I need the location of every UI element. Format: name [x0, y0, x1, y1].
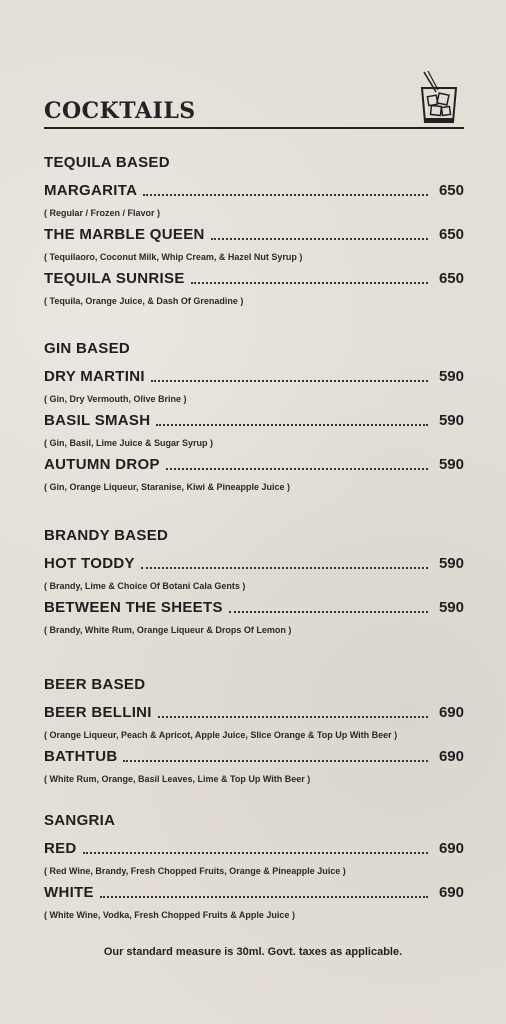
item-price: 690 — [438, 840, 464, 857]
dot-leader — [156, 423, 428, 426]
dot-leader — [191, 281, 428, 284]
item-price: 690 — [438, 884, 464, 901]
item-description: ( Brandy, White Rum, Orange Liqueur & Drops Of Lemon ) — [44, 625, 292, 635]
item-price: 590 — [438, 368, 464, 385]
item-price: 590 — [438, 412, 464, 429]
item-description: ( Red Wine, Brandy, Fresh Chopped Fruits, Orange & Pineapple Juice ) — [44, 866, 346, 876]
dot-leader — [229, 610, 428, 613]
menu-item — [44, 410, 464, 454]
dot-leader — [166, 467, 428, 470]
section-title: SANGRIA — [44, 812, 116, 829]
dot-leader — [143, 193, 428, 196]
section-title: GIN BASED — [44, 340, 131, 357]
menu-header — [44, 98, 464, 130]
item-price: 690 — [438, 748, 464, 765]
dot-leader — [141, 566, 428, 569]
item-price: 590 — [438, 456, 464, 473]
item-name: MARGARITA — [44, 182, 138, 199]
item-price: 590 — [438, 555, 464, 572]
item-name: BETWEEN THE SHEETS — [44, 599, 223, 616]
section-title: BRANDY BASED — [44, 527, 169, 544]
dot-leader — [83, 851, 428, 854]
section-beer — [44, 674, 464, 790]
item-description: ( Gin, Orange Liqueur, Staranise, Kiwi & Pineapple Juice ) — [44, 482, 291, 492]
item-name: AUTUMN DROP — [44, 456, 160, 473]
item-name: DRY MARTINI — [44, 368, 145, 385]
dot-leader — [100, 895, 428, 898]
item-name: HOT TODDY — [44, 555, 135, 572]
menu-item — [44, 882, 464, 926]
item-price: 650 — [438, 182, 464, 199]
item-description: ( Gin, Basil, Lime Juice & Sugar Syrup ) — [44, 438, 214, 448]
menu-item — [44, 454, 464, 498]
item-name: BATHTUB — [44, 748, 118, 765]
item-price: 650 — [438, 226, 464, 243]
dot-leader — [158, 715, 428, 718]
dot-leader — [123, 759, 428, 762]
menu-item — [44, 838, 464, 882]
title-divider — [44, 127, 464, 129]
menu-item — [44, 366, 464, 410]
section-sangria — [44, 810, 464, 926]
menu-item — [44, 746, 464, 790]
menu-item — [44, 553, 464, 597]
section-title: TEQUILA BASED — [44, 154, 170, 171]
item-name: BEER BELLINI — [44, 704, 152, 721]
whiskey-glass-icon — [416, 70, 462, 126]
item-description: ( Gin, Dry Vermouth, Olive Brine ) — [44, 394, 187, 404]
menu-item — [44, 702, 464, 746]
item-name: TEQUILA SUNRISE — [44, 270, 185, 287]
item-name: RED — [44, 840, 77, 857]
item-name: THE MARBLE QUEEN — [44, 226, 205, 243]
item-description: ( Brandy, Lime & Choice Of Botani Cala Gents ) — [44, 581, 246, 591]
item-price: 650 — [438, 270, 464, 287]
dot-leader — [151, 379, 428, 382]
page-title: COCKTAILS — [44, 98, 196, 124]
dot-leader — [211, 237, 428, 240]
section-tequila — [44, 152, 464, 312]
item-description: ( Orange Liqueur, Peach & Apricot, Apple Juice, Slice Orange & Top Up With Beer ) — [44, 730, 398, 740]
section-title: BEER BASED — [44, 676, 146, 693]
section-brandy — [44, 525, 464, 641]
footer-note: Our standard measure is 30ml. Govt. taxes as applicable. — [103, 946, 403, 958]
item-description: ( Regular / Frozen / Flavor ) — [44, 208, 161, 218]
item-description: ( White Rum, Orange, Basil Leaves, Lime & Top Up With Beer ) — [44, 774, 311, 784]
menu-item — [44, 268, 464, 312]
menu-item — [44, 597, 464, 641]
item-description: ( Tequilaoro, Coconut Milk, Whip Cream, & Hazel Nut Syrup ) — [44, 252, 303, 262]
item-description: ( White Wine, Vodka, Fresh Chopped Fruits & Apple Juice ) — [44, 910, 295, 920]
item-name: WHITE — [44, 884, 94, 901]
item-description: ( Tequila, Orange Juice, & Dash Of Grenadine ) — [44, 296, 244, 306]
menu-item — [44, 224, 464, 268]
section-gin — [44, 338, 464, 498]
item-name: BASIL SMASH — [44, 412, 151, 429]
item-price: 590 — [438, 599, 464, 616]
menu-item — [44, 180, 464, 224]
item-price: 690 — [438, 704, 464, 721]
